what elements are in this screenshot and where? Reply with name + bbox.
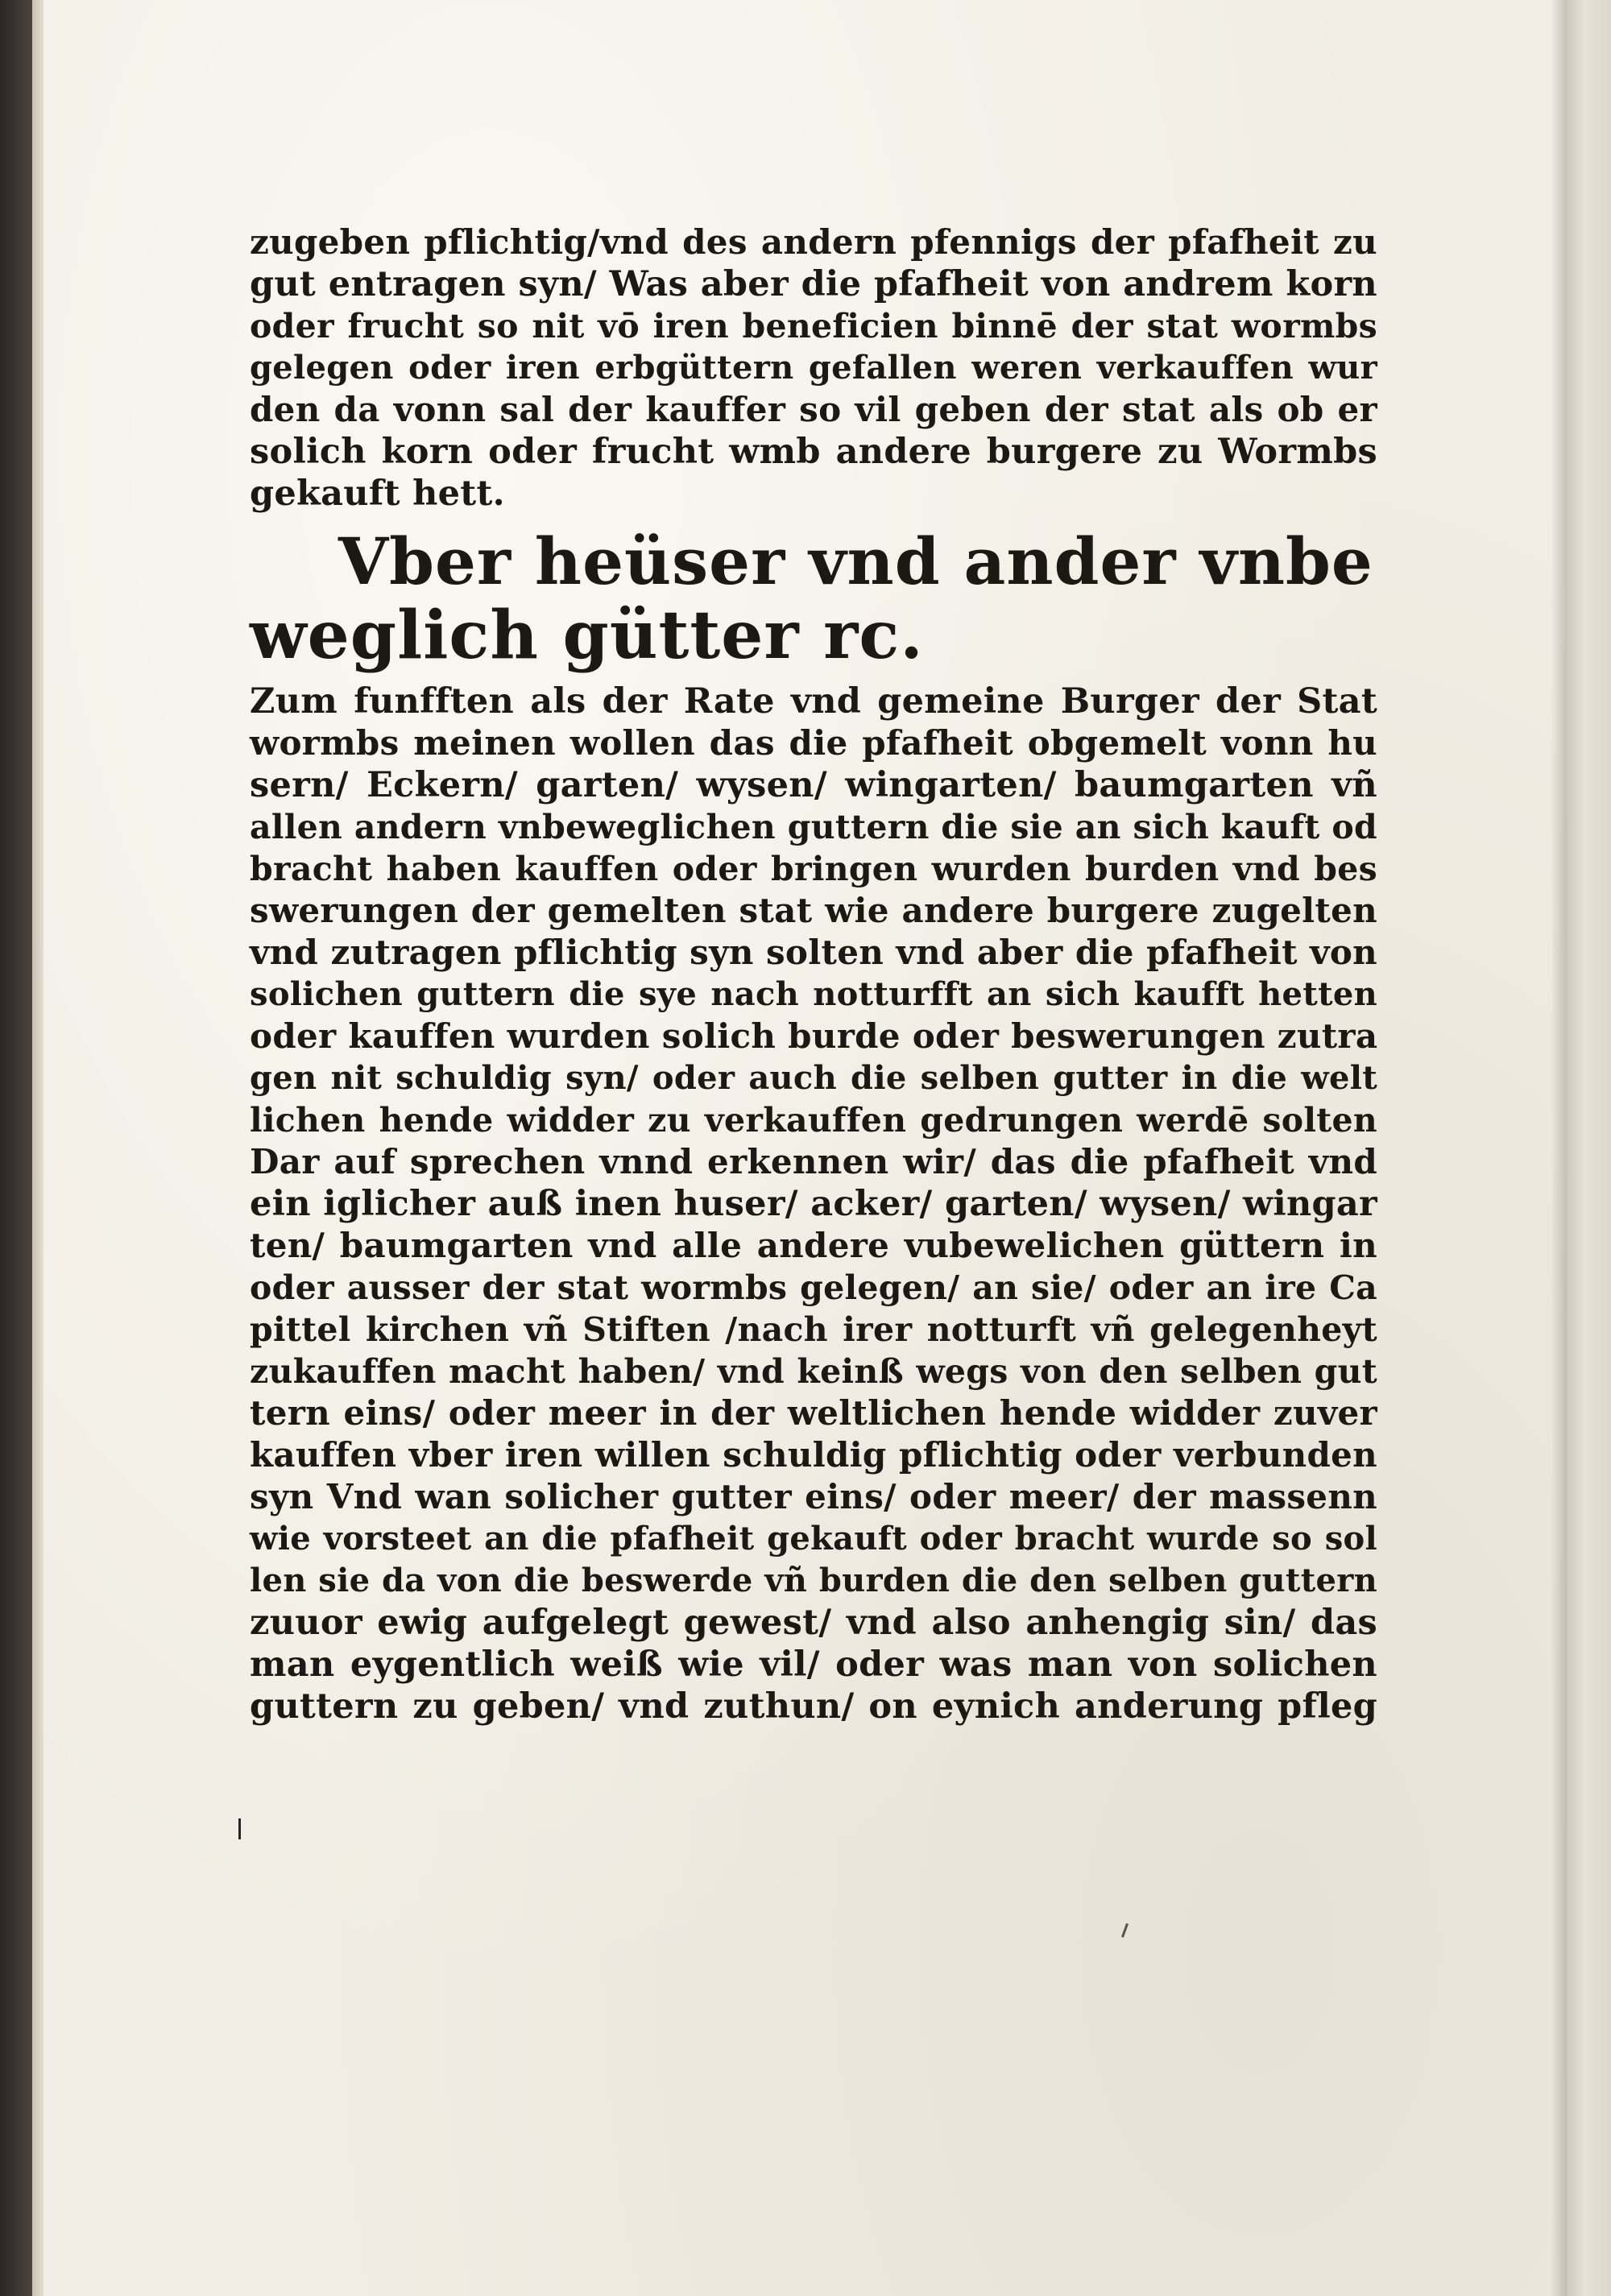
- text-line: tern eins/ oder meer in der weltlichen hende widder zuver: [250, 1393, 1377, 1433]
- text-line: man eygentlich weiß wie vil/ oder was man von solichen: [250, 1644, 1377, 1685]
- scanner-background: [0, 0, 32, 2296]
- text-line: gen nit schuldig syn/ oder auch die selben gutter in die welt: [250, 1059, 1377, 1097]
- text-line: solich korn oder frucht wmb andere burgere zu Wormbs: [250, 432, 1377, 472]
- heading-line: Vber heüser vnd ander vnbe: [338, 523, 1373, 599]
- paragraph-top: [250, 221, 1377, 515]
- facing-page-edge: [1567, 0, 1611, 2296]
- text-block: [250, 221, 1377, 1727]
- text-line: den da vonn sal der kauffer so vil geben der stat als ob er: [250, 390, 1377, 429]
- text-line: gelegen oder iren erbgüttern gefallen weren verkauffen wur: [250, 349, 1377, 387]
- text-line: syn Vnd wan solicher gutter eins/ oder meer/ der massenn: [250, 1477, 1377, 1516]
- stray-ink-mark: [238, 1818, 241, 1839]
- text-line: oder frucht so nit vō iren beneficien binnē der stat wormbs: [250, 307, 1377, 345]
- text-line: swerungen der gemelten stat wie andere burgere zugelten: [250, 891, 1377, 930]
- text-line: gut entragen syn/ Was aber die pfafheit von andrem korn: [250, 264, 1377, 304]
- text-line: bracht haben kauffen oder bringen wurden burden vnd bes: [250, 850, 1377, 888]
- text-line: pittel kirchen vñ Stiften /nach irer notturft vñ gelegenheyt: [250, 1310, 1377, 1349]
- text-line: allen andern vnbeweglichen guttern die sie an sich kauft od: [250, 808, 1377, 846]
- text-line: oder ausser der stat wormbs gelegen/ an sie/ oder an ire Ca: [250, 1268, 1377, 1307]
- text-line: sern/ Eckern/ garten/ wysen/ wingarten/ baumgarten vñ: [250, 765, 1377, 805]
- text-line: zukauffen macht haben/ vnd keinß wegs von den selben gut: [250, 1352, 1377, 1391]
- text-line: lichen hende widder zu verkauffen gedrungen werdē solten: [250, 1101, 1377, 1140]
- paragraph-body: [250, 681, 1377, 1727]
- text-line: guttern zu geben/ vnd zuthun/ on eynich anderung pfleg: [250, 1686, 1377, 1727]
- text-line: solichen guttern die sye nach notturfft an sich kaufft hetten: [250, 975, 1377, 1013]
- text-line: Dar auf sprechen vnnd erkennen wir/ das die pfafheit vnd: [250, 1142, 1377, 1181]
- text-line: zugeben pflichtig/vnd des andern pfennigs der pfafheit zu: [250, 222, 1377, 262]
- text-line: wie vorsteet an die pfafheit gekauft oder bracht wurde so sol: [250, 1520, 1377, 1558]
- text-line: vnd zutragen pflichtig syn solten vnd aber die pfafheit von: [250, 933, 1377, 972]
- text-line: len sie da von die beswerde vñ burden die den selben guttern: [250, 1562, 1377, 1599]
- text-line: zuuor ewig aufgelegt gewest/ vnd also anhengig sin/ das: [250, 1603, 1377, 1643]
- text-line: gekauft hett.: [250, 474, 505, 514]
- heading-line: weglich gütter rc.: [250, 597, 924, 674]
- text-line: ein iglicher auß inen huser/ acker/ garten/ wysen/ wingar: [250, 1184, 1377, 1224]
- page-edge: [32, 0, 43, 2296]
- text-line: ten/ baumgarten vnd alle andere vubewelichen güttern in: [250, 1226, 1377, 1265]
- text-line: wormbs meinen wollen das die pfafheit obgemelt vonn hu: [250, 723, 1377, 763]
- text-line: oder kauffen wurden solich burde oder beswerungen zutra: [250, 1016, 1378, 1056]
- text-line: Zum funfften als der Rate vnd gemeine Burger der Stat: [250, 681, 1377, 722]
- text-line: kauffen vber iren willen schuldig pflichtig oder verbunden: [250, 1435, 1377, 1475]
- section-heading: [250, 524, 1377, 672]
